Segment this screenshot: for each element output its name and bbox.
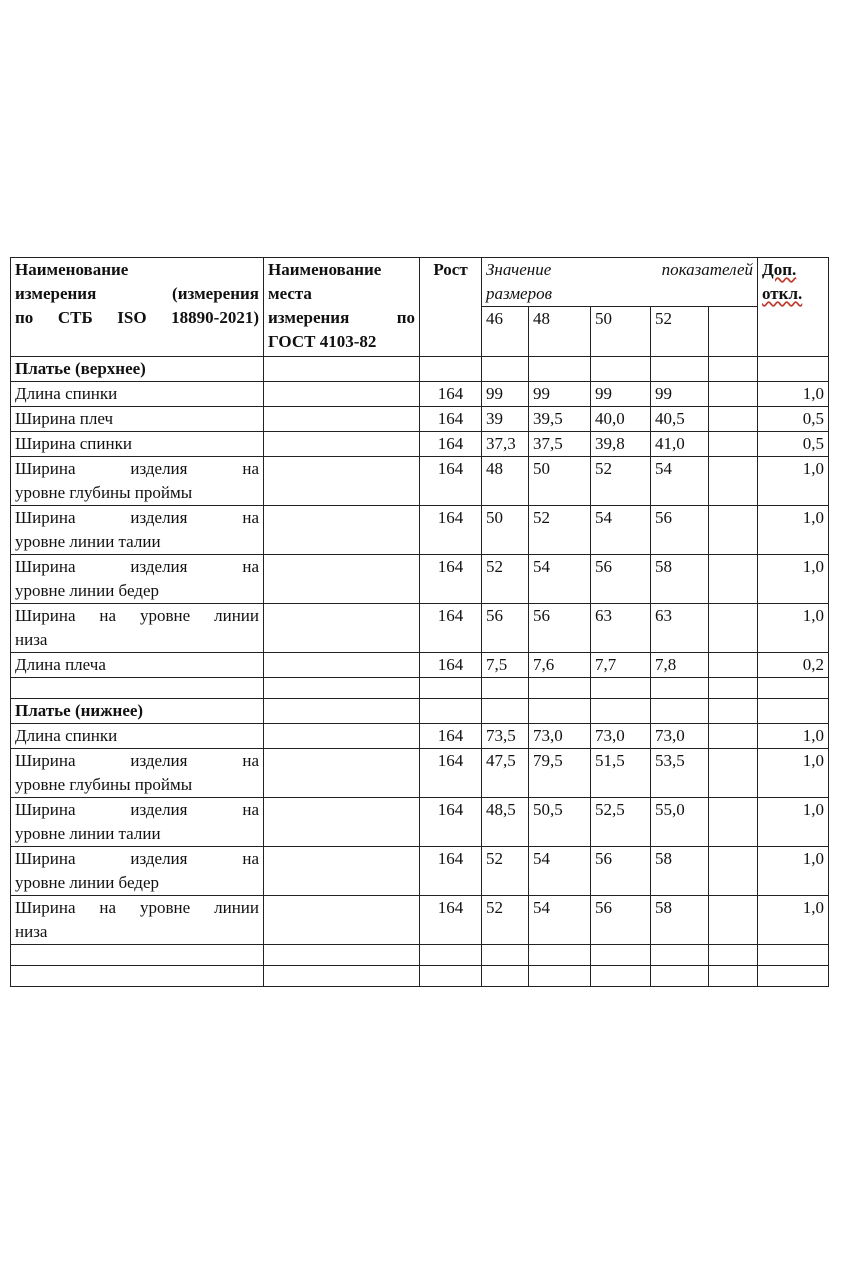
size-measurements-table [10, 257, 829, 987]
measurement-place [264, 749, 420, 798]
empty-cell [758, 966, 829, 987]
header-measurement-place [264, 258, 420, 357]
empty-cell [264, 357, 420, 382]
deviation-value: 1,0 [758, 555, 829, 604]
header-size-48: 48 [529, 307, 591, 357]
measurement-name [11, 432, 264, 457]
empty-cell [482, 945, 529, 966]
size-value: 55,0 [651, 798, 709, 847]
section-title-row [11, 699, 829, 724]
empty-cell [264, 678, 420, 699]
header-col2-line-1: Наименование [268, 260, 382, 279]
measurement-place [264, 555, 420, 604]
table-row [11, 432, 829, 457]
empty-cell [709, 847, 758, 896]
empty-cell [709, 382, 758, 407]
deviation-value: 0,2 [758, 653, 829, 678]
size-value: 50 [529, 457, 591, 506]
size-value: 39 [482, 407, 529, 432]
measurement-place [264, 798, 420, 847]
size-value: 41,0 [651, 432, 709, 457]
deviation-value: 1,0 [758, 798, 829, 847]
measurement-place [264, 432, 420, 457]
table-row [11, 555, 829, 604]
measurement-name-line: уровне линии бедер [15, 581, 159, 600]
empty-cell [420, 357, 482, 382]
table-row [11, 847, 829, 896]
size-value: 7,6 [529, 653, 591, 678]
header-rost: Рост [420, 258, 482, 357]
size-value: 52 [482, 896, 529, 945]
size-value: 73,0 [591, 724, 651, 749]
measurement-name [11, 604, 264, 653]
size-value: 50 [482, 506, 529, 555]
measurement-name-line: уровне глубины проймы [15, 483, 193, 502]
measurement-name [11, 407, 264, 432]
size-value: 73,0 [651, 724, 709, 749]
empty-cell [709, 555, 758, 604]
deviation-value: 0,5 [758, 407, 829, 432]
empty-row [11, 945, 829, 966]
size-value: 48,5 [482, 798, 529, 847]
size-value: 39,8 [591, 432, 651, 457]
deviation-value: 1,0 [758, 457, 829, 506]
measurement-place [264, 382, 420, 407]
spacer-row [11, 678, 829, 699]
size-value: 39,5 [529, 407, 591, 432]
size-value: 56 [591, 847, 651, 896]
measurement-name [11, 896, 264, 945]
measurement-name-line: уровне глубины проймы [15, 775, 193, 794]
header-deviation-line-1: Доп. [762, 260, 797, 279]
table-row [11, 506, 829, 555]
empty-cell [482, 357, 529, 382]
empty-cell [529, 678, 591, 699]
size-value: 79,5 [529, 749, 591, 798]
size-value: 54 [591, 506, 651, 555]
header-col2-line-3: измерения по [268, 308, 415, 327]
section-title: Платье (верхнее) [11, 357, 264, 382]
empty-cell [420, 678, 482, 699]
measurement-name-line: уровне линии талии [15, 532, 161, 551]
header-deviation-line-2: откл. [762, 284, 803, 303]
header-sizes-title-line-1: Значение показателей [486, 260, 754, 279]
empty-cell [529, 966, 591, 987]
measurement-name-line: Ширина изделия на [15, 751, 259, 770]
header-deviation [758, 258, 829, 357]
size-value: 52 [482, 555, 529, 604]
size-value: 56 [529, 604, 591, 653]
size-value: 56 [651, 506, 709, 555]
empty-cell [482, 699, 529, 724]
deviation-value: 0,5 [758, 432, 829, 457]
size-value: 40,0 [591, 407, 651, 432]
empty-cell [758, 678, 829, 699]
deviation-value: 1,0 [758, 896, 829, 945]
rost-value: 164 [420, 749, 482, 798]
measurement-name-line: Ширина изделия на [15, 508, 259, 527]
size-value: 54 [529, 896, 591, 945]
measurement-name-line: Ширина изделия на [15, 800, 259, 819]
empty-cell [709, 798, 758, 847]
size-value: 7,7 [591, 653, 651, 678]
measurement-name-line: низа [15, 922, 48, 941]
size-value: 54 [651, 457, 709, 506]
deviation-value: 1,0 [758, 604, 829, 653]
empty-cell [709, 407, 758, 432]
empty-cell [651, 699, 709, 724]
empty-cell [709, 604, 758, 653]
rost-value: 164 [420, 555, 482, 604]
measurement-place [264, 506, 420, 555]
deviation-value: 1,0 [758, 847, 829, 896]
measurement-name-line: Ширина на уровне линии [15, 898, 259, 917]
empty-cell [709, 966, 758, 987]
empty-cell [709, 457, 758, 506]
section-title-row [11, 357, 829, 382]
empty-cell [420, 699, 482, 724]
measurement-name-line: низа [15, 630, 48, 649]
rost-value: 164 [420, 847, 482, 896]
measurement-place [264, 724, 420, 749]
header-size-52: 52 [651, 307, 709, 357]
size-value: 54 [529, 847, 591, 896]
size-value: 99 [591, 382, 651, 407]
empty-cell [482, 966, 529, 987]
size-value: 37,3 [482, 432, 529, 457]
header-col1-line-1: Наименование [15, 260, 129, 279]
empty-cell [758, 699, 829, 724]
header-size-empty [709, 307, 758, 357]
measurement-name [11, 555, 264, 604]
measurement-name-line: Ширина плеч [15, 409, 113, 428]
measurement-name [11, 724, 264, 749]
measurement-name-line: уровне линии талии [15, 824, 161, 843]
table-row [11, 798, 829, 847]
size-value: 63 [591, 604, 651, 653]
size-value: 53,5 [651, 749, 709, 798]
empty-cell [591, 357, 651, 382]
size-value: 52 [591, 457, 651, 506]
empty-cell [420, 945, 482, 966]
size-value: 52,5 [591, 798, 651, 847]
empty-cell [420, 966, 482, 987]
empty-cell [758, 945, 829, 966]
header-measurement-name [11, 258, 264, 357]
section-title: Платье (нижнее) [11, 699, 264, 724]
empty-cell [591, 678, 651, 699]
measurement-name-line: Ширина спинки [15, 434, 132, 453]
empty-cell [709, 749, 758, 798]
measurement-place [264, 653, 420, 678]
rost-value: 164 [420, 506, 482, 555]
table-row [11, 724, 829, 749]
header-sizes-title-line-2: размеров [486, 284, 552, 303]
empty-cell [11, 945, 264, 966]
empty-row [11, 966, 829, 987]
empty-cell [11, 966, 264, 987]
rost-value: 164 [420, 382, 482, 407]
rost-value: 164 [420, 604, 482, 653]
empty-cell [651, 945, 709, 966]
size-value: 58 [651, 896, 709, 945]
empty-cell [709, 506, 758, 555]
empty-cell [264, 966, 420, 987]
empty-cell [709, 724, 758, 749]
header-col2-line-4: ГОСТ 4103-82 [268, 332, 377, 351]
table-row [11, 382, 829, 407]
size-value: 58 [651, 555, 709, 604]
measurement-name-line: Ширина изделия на [15, 557, 259, 576]
size-value: 56 [591, 555, 651, 604]
table-row [11, 896, 829, 945]
header-col1-line-3: по СТБ ISO 18890-2021) [15, 308, 259, 327]
table-row [11, 457, 829, 506]
deviation-value: 1,0 [758, 382, 829, 407]
measurement-name [11, 382, 264, 407]
size-value: 48 [482, 457, 529, 506]
header-size-50: 50 [591, 307, 651, 357]
rost-value: 164 [420, 432, 482, 457]
measurement-name-line: Ширина изделия на [15, 849, 259, 868]
measurement-place [264, 604, 420, 653]
deviation-value: 1,0 [758, 724, 829, 749]
size-value: 73,0 [529, 724, 591, 749]
empty-cell [651, 966, 709, 987]
rost-value: 164 [420, 653, 482, 678]
measurement-name [11, 847, 264, 896]
empty-cell [264, 699, 420, 724]
size-value: 99 [651, 382, 709, 407]
measurement-name-line: Ширина на уровне линии [15, 606, 259, 625]
empty-cell [709, 653, 758, 678]
size-value: 58 [651, 847, 709, 896]
header-sizes-title [482, 258, 758, 307]
table-row [11, 407, 829, 432]
size-value: 73,5 [482, 724, 529, 749]
empty-cell [651, 678, 709, 699]
empty-cell [264, 945, 420, 966]
header-col2-line-2: места [268, 284, 312, 303]
table-row [11, 604, 829, 653]
header-size-46: 46 [482, 307, 529, 357]
empty-cell [651, 357, 709, 382]
measurement-name-line: Длина плеча [15, 655, 106, 674]
empty-cell [709, 357, 758, 382]
rost-value: 164 [420, 896, 482, 945]
empty-cell [591, 699, 651, 724]
empty-cell [709, 678, 758, 699]
size-value: 99 [482, 382, 529, 407]
empty-cell [591, 966, 651, 987]
rost-value: 164 [420, 407, 482, 432]
empty-cell [529, 357, 591, 382]
header-row-top [11, 258, 829, 307]
measurement-name-line: уровне линии бедер [15, 873, 159, 892]
empty-cell [482, 678, 529, 699]
size-value: 56 [482, 604, 529, 653]
size-value: 99 [529, 382, 591, 407]
size-value: 52 [482, 847, 529, 896]
measurement-name-line: Длина спинки [15, 726, 118, 745]
rost-value: 164 [420, 724, 482, 749]
measurement-name [11, 506, 264, 555]
empty-cell [709, 699, 758, 724]
deviation-value: 1,0 [758, 749, 829, 798]
empty-cell [529, 699, 591, 724]
size-value: 7,8 [651, 653, 709, 678]
measurement-name [11, 798, 264, 847]
empty-cell [709, 432, 758, 457]
measurement-name-line: Длина спинки [15, 384, 118, 403]
empty-cell [709, 896, 758, 945]
measurement-name [11, 457, 264, 506]
size-value: 51,5 [591, 749, 651, 798]
size-value: 47,5 [482, 749, 529, 798]
empty-cell [591, 945, 651, 966]
empty-cell [11, 678, 264, 699]
header-col1-line-2: измерения (измерения [15, 284, 259, 303]
size-value: 56 [591, 896, 651, 945]
measurement-name [11, 749, 264, 798]
measurement-place [264, 896, 420, 945]
measurement-place [264, 407, 420, 432]
deviation-value: 1,0 [758, 506, 829, 555]
size-value: 40,5 [651, 407, 709, 432]
size-value: 7,5 [482, 653, 529, 678]
measurement-place [264, 457, 420, 506]
size-value: 50,5 [529, 798, 591, 847]
size-value: 37,5 [529, 432, 591, 457]
rost-value: 164 [420, 798, 482, 847]
measurement-place [264, 847, 420, 896]
size-value: 54 [529, 555, 591, 604]
measurement-name [11, 653, 264, 678]
rost-value: 164 [420, 457, 482, 506]
empty-cell [709, 945, 758, 966]
table-row [11, 749, 829, 798]
size-value: 52 [529, 506, 591, 555]
empty-cell [529, 945, 591, 966]
size-value: 63 [651, 604, 709, 653]
measurement-name-line: Ширина изделия на [15, 459, 259, 478]
table-row [11, 653, 829, 678]
empty-cell [758, 357, 829, 382]
